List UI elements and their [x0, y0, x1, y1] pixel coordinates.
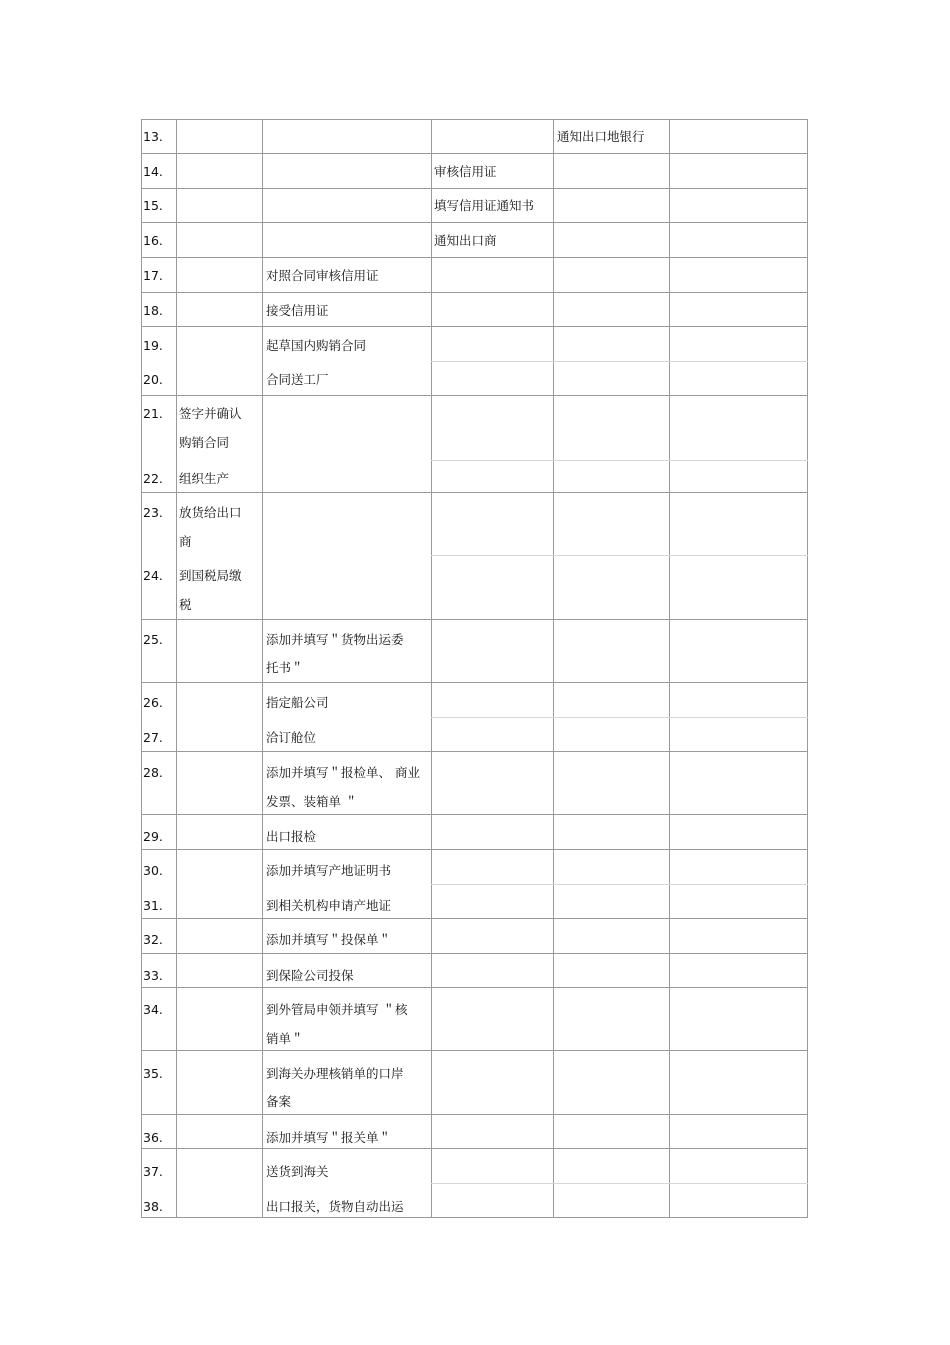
- cell-text: 起草国内购销合同: [266, 338, 367, 353]
- cell-text: 添加并填写＂报检单、 商业: [266, 765, 420, 780]
- row-number: 19.: [143, 338, 163, 353]
- grid-line: [807, 119, 808, 1218]
- cell-text: 发票、装箱单 ＂: [266, 794, 358, 809]
- cell-text: 洽订舱位: [266, 730, 317, 745]
- row-number: 14.: [143, 164, 163, 179]
- cell-text: 税: [179, 597, 192, 612]
- cell-text: 对照合同审核信用证: [266, 268, 379, 283]
- row-number: 27.: [143, 730, 163, 745]
- grid-line: [141, 153, 808, 154]
- grid-line: [141, 395, 808, 396]
- cell-text: 添加并填写＂投保单＂: [266, 932, 392, 947]
- cell-text: 添加并填写产地证明书: [266, 863, 392, 878]
- cell-text: 到外管局申领并填写 ＂核: [266, 1002, 408, 1017]
- grid-line: [141, 682, 808, 683]
- grid-line: [141, 257, 808, 258]
- row-number: 38.: [143, 1199, 163, 1214]
- grid-line: [141, 987, 808, 988]
- cell-text: 接受信用证: [266, 303, 329, 318]
- row-number: 28.: [143, 765, 163, 780]
- row-number: 21.: [143, 406, 163, 421]
- row-number: 22.: [143, 471, 163, 486]
- grid-line: [431, 460, 808, 461]
- grid-line: [141, 953, 808, 954]
- grid-line: [431, 119, 432, 1218]
- cell-text: 审核信用证: [434, 164, 497, 179]
- cell-text: 组织生产: [179, 471, 230, 486]
- row-number: 34.: [143, 1002, 163, 1017]
- row-number: 32.: [143, 932, 163, 947]
- row-number: 31.: [143, 898, 163, 913]
- grid-line: [141, 292, 808, 293]
- row-number: 36.: [143, 1130, 163, 1145]
- cell-text: 通知出口地银行: [557, 129, 645, 144]
- grid-line: [141, 326, 808, 327]
- row-number: 35.: [143, 1066, 163, 1081]
- row-number: 24.: [143, 568, 163, 583]
- grid-line: [431, 1183, 808, 1184]
- row-number: 29.: [143, 829, 163, 844]
- grid-line: [141, 814, 808, 815]
- grid-line: [141, 119, 142, 1218]
- grid-line: [141, 619, 808, 620]
- cell-text: 备案: [266, 1094, 292, 1109]
- cell-text: 通知出口商: [434, 233, 497, 248]
- grid-line: [141, 188, 808, 189]
- cell-text: 销单＂: [266, 1031, 304, 1046]
- row-number: 23.: [143, 505, 163, 520]
- cell-text: 添加并填写＂报关单＂: [266, 1130, 392, 1145]
- grid-line: [431, 361, 808, 362]
- grid-line: [141, 918, 808, 919]
- cell-text: 指定船公司: [266, 695, 329, 710]
- row-number: 13.: [143, 129, 163, 144]
- cell-text: 填写信用证通知书: [434, 198, 535, 213]
- row-number: 20.: [143, 372, 163, 387]
- grid-line: [141, 492, 808, 493]
- cell-text: 到保险公司投保: [266, 968, 354, 983]
- grid-line: [141, 849, 808, 850]
- cell-text: 出口报检: [266, 829, 317, 844]
- row-number: 26.: [143, 695, 163, 710]
- cell-text: 签字并确认: [179, 406, 242, 421]
- row-number: 37.: [143, 1164, 163, 1179]
- process-table: [141, 119, 808, 1218]
- grid-line: [262, 119, 263, 1218]
- cell-text: 到海关办理核销单的口岸: [266, 1066, 404, 1081]
- row-number: 25.: [143, 632, 163, 647]
- row-number: 30.: [143, 863, 163, 878]
- row-number: 16.: [143, 233, 163, 248]
- row-number: 33.: [143, 968, 163, 983]
- cell-text: 放货给出口: [179, 505, 242, 520]
- row-number: 15.: [143, 198, 163, 213]
- cell-text: 到国税局缴: [179, 568, 242, 583]
- row-number: 17.: [143, 268, 163, 283]
- grid-line: [141, 1114, 808, 1115]
- grid-line: [141, 119, 808, 120]
- cell-text: 出口报关，货物自动出运: [266, 1199, 404, 1214]
- cell-text: 商: [179, 534, 192, 549]
- grid-line: [431, 717, 808, 718]
- grid-line: [141, 222, 808, 223]
- grid-line: [553, 119, 554, 1218]
- cell-text: 添加并填写＂货物出运委: [266, 632, 404, 647]
- cell-text: 送货到海关: [266, 1164, 329, 1179]
- grid-line: [176, 119, 177, 1218]
- cell-text: 合同送工厂: [266, 372, 329, 387]
- cell-text: 到相关机构申请产地证: [266, 898, 392, 913]
- grid-line: [141, 1050, 808, 1051]
- cell-text: 托书＂: [266, 660, 304, 675]
- grid-line: [141, 1148, 808, 1149]
- row-number: 18.: [143, 303, 163, 318]
- grid-line: [431, 884, 808, 885]
- grid-line: [669, 119, 670, 1218]
- cell-text: 购销合同: [179, 435, 230, 450]
- grid-line: [141, 751, 808, 752]
- grid-line: [431, 555, 808, 556]
- grid-line: [141, 1217, 808, 1218]
